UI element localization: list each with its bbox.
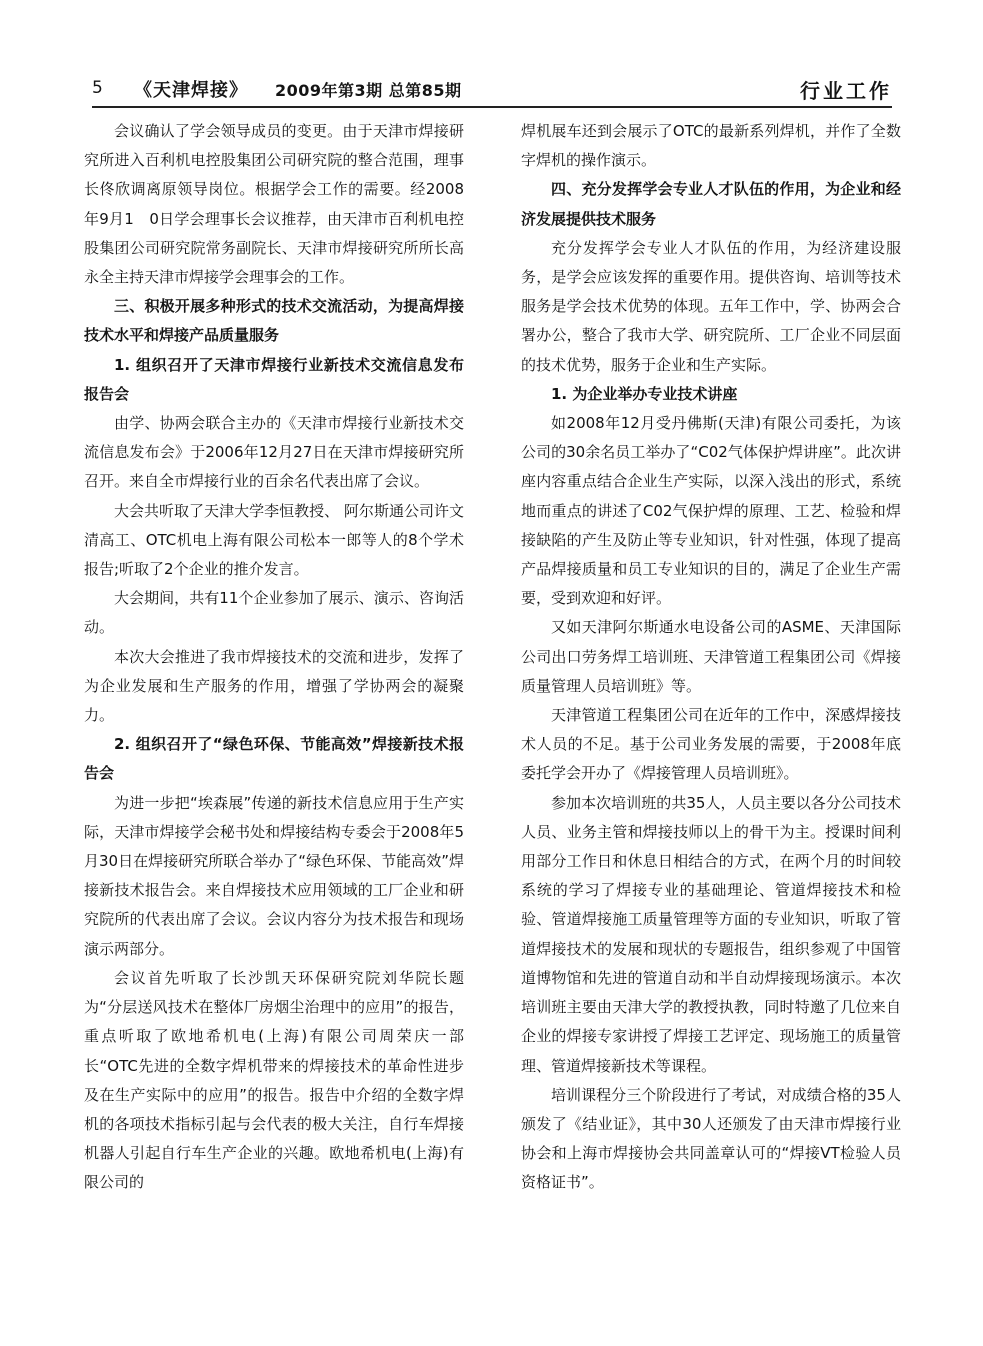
- subsection-heading: 2. 组织召开了“绿色环保、节能高效”焊接新技术报告会: [84, 735, 464, 783]
- paragraph: 充分发挥学会专业人才队伍的作用，为经济建设服务，是学会应该发挥的重要作用。提供咨询、培训等技术服务是学会技术优势的体现。五年工作中，学、协两会合署办公，整合了我市大学、研究院所、工厂企业不同层面的技术优势，服务于企业和生产实际。: [521, 238, 901, 374]
- paragraph: 天津管道工程集团公司在近年的工作中，深感焊接技术人员的不足。基于公司业务发展的需要，于2008年底委托学会开办了《焊接管理人员培训班》。: [521, 706, 901, 783]
- paragraph: 培训课程分三个阶段进行了考试，对成绩合格的35人颁发了《结业证》，其中30人还颁发了由天津市焊接行业协会和上海市焊接协会共同盖章认可的“焊接VT检验人员资格证书”。: [521, 1085, 901, 1192]
- paragraph: 参加本次培训班的共35人，人员主要以各分公司技术人员、业务主管和焊接技师以上的骨干为主。授课时间利用部分工作日和休息日相结合的方式，在两个月的时间较系统的学习了焊接专业的基础理论、管道焊接技术和检验、管道焊接施工质量管理等方面的专业知识，听取了管道焊接技术的发展和现状的专题报告，组织参观了中国管道博物馆和先进的管道自动和半自动焊接现场演示。本次培训班主要由天津大学的教授执教，同时特邀了几位来自企业的焊接专家讲授了焊接工艺评定、现场施工的质量管理、管道焊接新技术等课程。: [521, 793, 901, 1075]
- left-column: [84, 117, 464, 1198]
- paragraph: 会议首先听取了长沙凯天环保研究院刘华院长题为“分层送风技术在整体厂房烟尘治理中的应用”的报告，重点听取了欧地希机电(上海)有限公司周荣庆一部长“OTC先进的全数字焊机带来的焊接技术的革命性进步及在生产实际中的应用”的报告。报告中介绍的全数字焊机的各项技术指标引起与会代表的极大关注，自行车焊接机器人引起自行车生产企业的兴趣。欧地希机电(上海)有限公司的: [84, 968, 464, 1192]
- section-heading: 三、积极开展多种形式的技术交流活动，为提高焊接技术水平和焊接产品质量服务: [84, 297, 464, 345]
- page-number: 5: [92, 78, 103, 98]
- page-header: [92, 74, 892, 104]
- right-column: [521, 117, 901, 1198]
- header-rule: [92, 106, 892, 108]
- subsection-heading: 1. 组织召开了天津市焊接行业新技术交流信息发布报告会: [84, 355, 464, 403]
- section-heading: 四、充分发挥学会专业人才队伍的作用，为企业和经济发展提供技术服务: [521, 180, 901, 228]
- paragraph: 本次大会推进了我市焊接技术的交流和进步，发挥了为企业发展和生产服务的作用，增强了学协两会的凝聚力。: [84, 647, 464, 725]
- paragraph: 大会期间，共有11个企业参加了展示、演示、咨询活动。: [84, 589, 464, 637]
- paragraph: 为进一步把“埃森展”传递的新技术信息应用于生产实际，天津市焊接学会秘书处和焊接结构专委会于2008年5月30日在焊接研究所联合举办了“绿色环保、节能高效”焊接新技术报告会。来自焊接技术应用领域的工厂企业和研究院所的代表出席了会议。会议内容分为技术报告和现场演示两部分。: [84, 793, 464, 958]
- issue-info: 2009年第3期 总第85期: [275, 81, 462, 100]
- paragraph-continued: 焊机展车还到会展示了OTC的最新系列焊机，并作了全数字焊机的操作演示。: [521, 122, 901, 170]
- section-title: 行业工作: [800, 79, 892, 103]
- journal-title: 《天津焊接》: [134, 80, 248, 101]
- paragraph: 由学、协两会联合主办的《天津市焊接行业新技术交流信息发布会》于2006年12月27日在天津市焊接研究所召开。来自全市焊接行业的百余名代表出席了会议。: [84, 414, 464, 491]
- paragraph: 又如天津阿尔斯通水电设备公司的ASME、天津国际公司出口劳务焊工培训班、天津管道工程集团公司《焊接质量管理人员培训班》等。: [521, 618, 901, 695]
- paragraph: 会议确认了学会领导成员的变更。由于天津市焊接研究所进入百利机电控股集团公司研究院的整合范围，理事长佟欣调离原领导岗位。根据学会工作的需要。经2008年9月1 0日学会理事长会议推荐，由天津市百利机电控股集团公司研究院常务副院长、天津市焊接研究所所长高永全主持天津市焊接学会理事会的工作。: [84, 122, 464, 287]
- paragraph: 如2008年12月受丹佛斯(天津)有限公司委托，为该公司的30余名员工举办了“C02气体保护焊讲座”。此次讲座内容重点结合企业生产实际，以深入浅出的形式，系统地而重点的讲述了C02气保护焊的原理、工艺、检验和焊接缺陷的产生及防止等专业知识，针对性强，体现了提高产品焊接质量和员工专业知识的目的，满足了企业生产需要，受到欢迎和好评。: [521, 414, 901, 608]
- subsection-heading: 1. 为企业举办专业技术讲座: [551, 384, 738, 403]
- paragraph: 大会共听取了天津大学李恒教授、 阿尔斯通公司许文清高工、OTC机电上海有限公司松本一郎等人的8个学术报告;听取了2个企业的推介发言。: [84, 501, 464, 579]
